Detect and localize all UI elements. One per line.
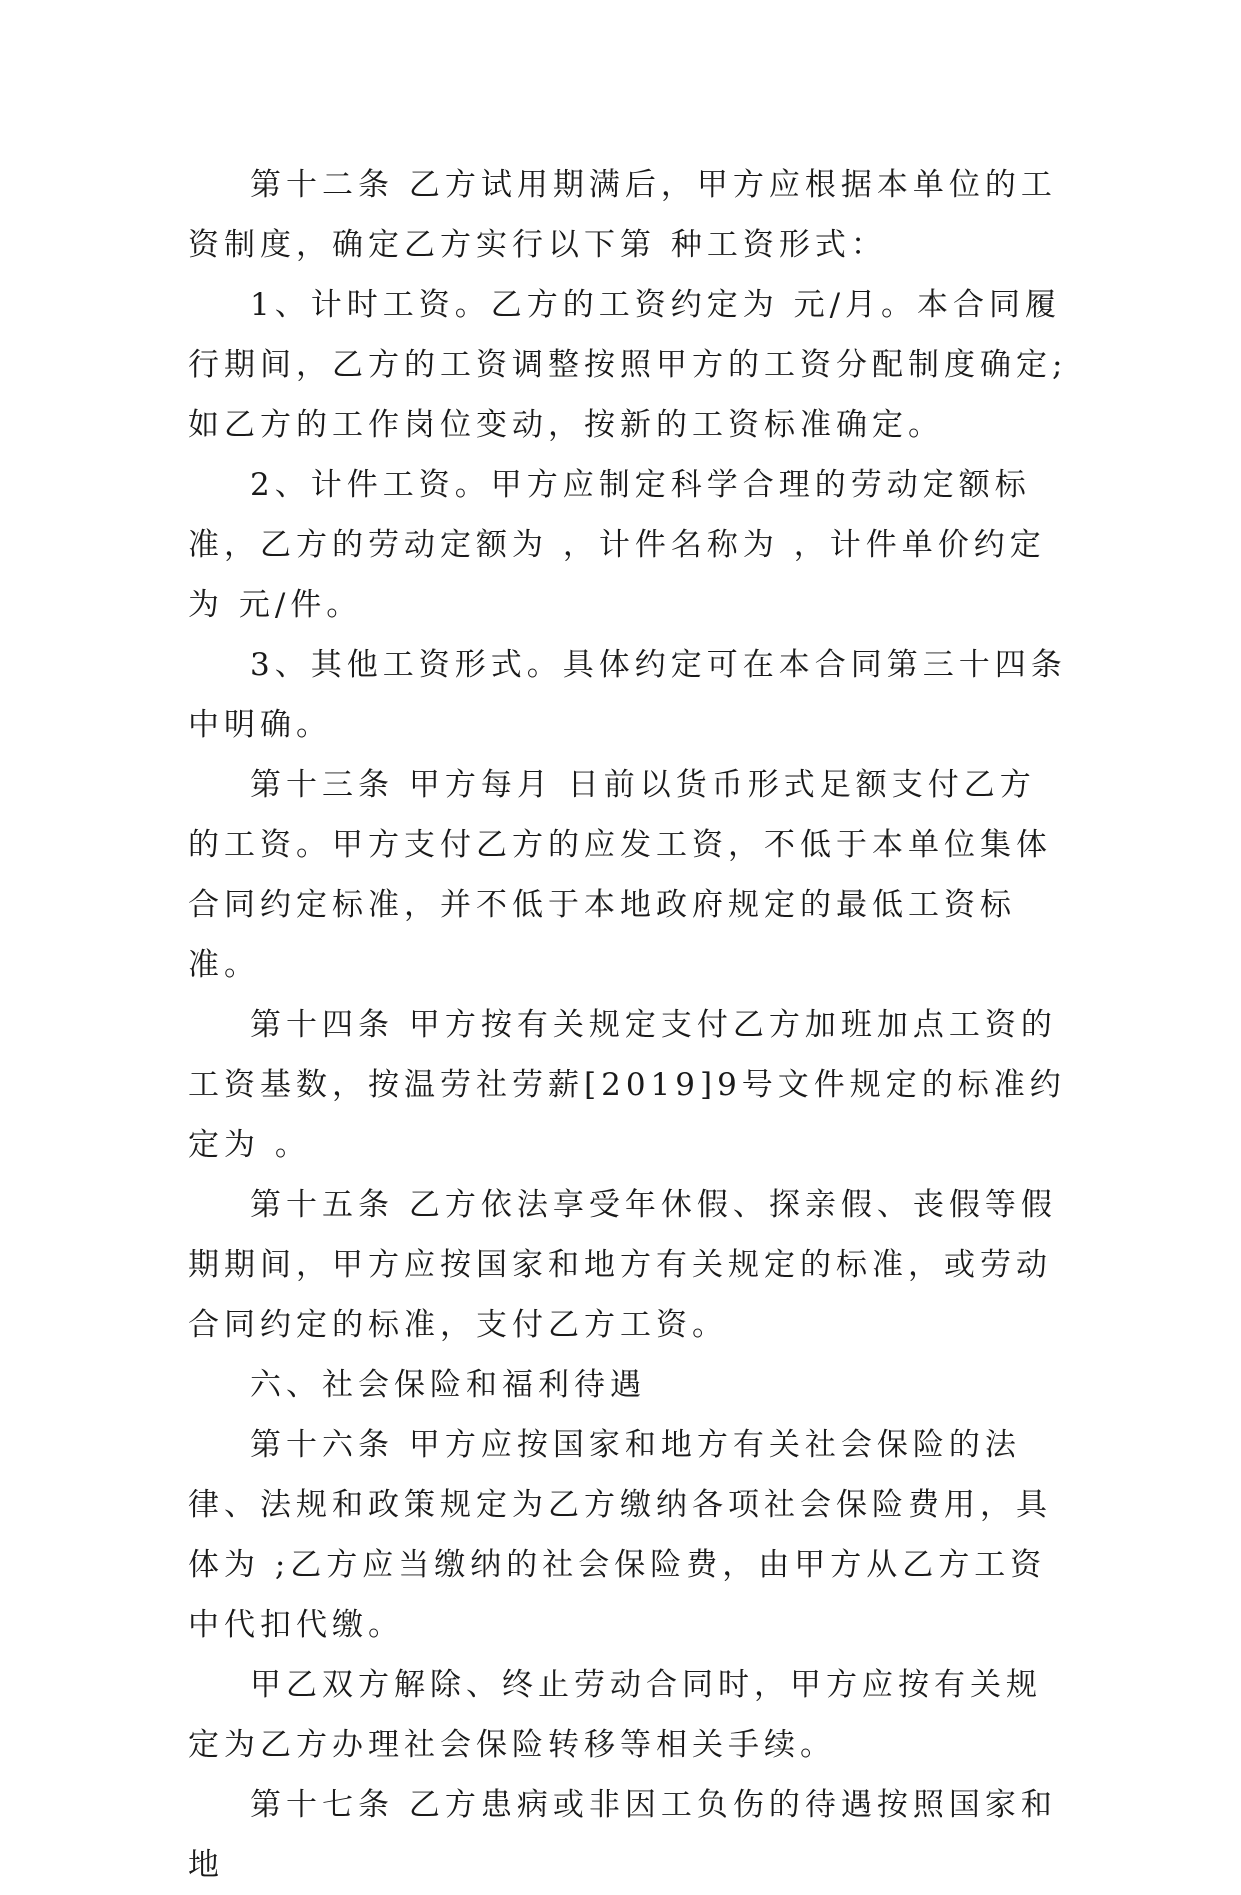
paragraph-article-15: 第十五条 乙方依法享受年休假、探亲假、丧假等假期期间，甲方应按国家和地方有关规定的标准，或劳动合同约定的标准，支付乙方工资。 <box>188 1187 1057 1343</box>
paragraph-article-17: 第十七条 乙方患病或非因工负伤的待遇按照国家和地 <box>188 1787 1057 1883</box>
paragraph-insurance-transfer: 甲乙双方解除、终止劳动合同时，甲方应按有关规定为乙方办理社会保险转移等相关手续。 <box>188 1667 1042 1763</box>
paragraph-piece-wage: 2、计件工资。甲方应制定科学合理的劳动定额标准，乙方的劳动定额为 ，计件名称为 ，计件单价约定为 元/件。 <box>188 467 1046 623</box>
paragraph-article-16: 第十六条 甲方应按国家和地方有关社会保险的法律、法规和政策规定为乙方缴纳各项社会保险费用，具体为 ;乙方应当缴纳的社会保险费，由甲方从乙方工资中代扣代缴。 <box>188 1427 1052 1643</box>
document-body <box>188 155 1068 1895</box>
paragraph-article-13: 第十三条 甲方每月 日前以货币形式足额支付乙方的工资。甲方支付乙方的应发工资，不低于本单位集体合同约定标准，并不低于本地政府规定的最低工资标准。 <box>188 767 1052 983</box>
paragraph-article-14: 第十四条 甲方按有关规定支付乙方加班加点工资的工资基数，按温劳社劳薪[2019]9号文件规定的标准约定为 。 <box>188 1007 1066 1163</box>
paragraph-other-wage: 3、其他工资形式。具体约定可在本合同第三十四条中明确。 <box>188 647 1067 743</box>
section-heading-social-insurance: 六、社会保险和福利待遇 <box>250 1367 646 1403</box>
paragraph-time-wage: 1、计时工资。乙方的工资约定为 元/月。本合同履行期间，乙方的工资调整按照甲方的工资分配制度确定;如乙方的工作岗位变动，按新的工资标准确定。 <box>188 287 1068 443</box>
paragraph-article-12: 第十二条 乙方试用期满后，甲方应根据本单位的工资制度，确定乙方实行以下第 种工资形式： <box>188 167 1057 263</box>
